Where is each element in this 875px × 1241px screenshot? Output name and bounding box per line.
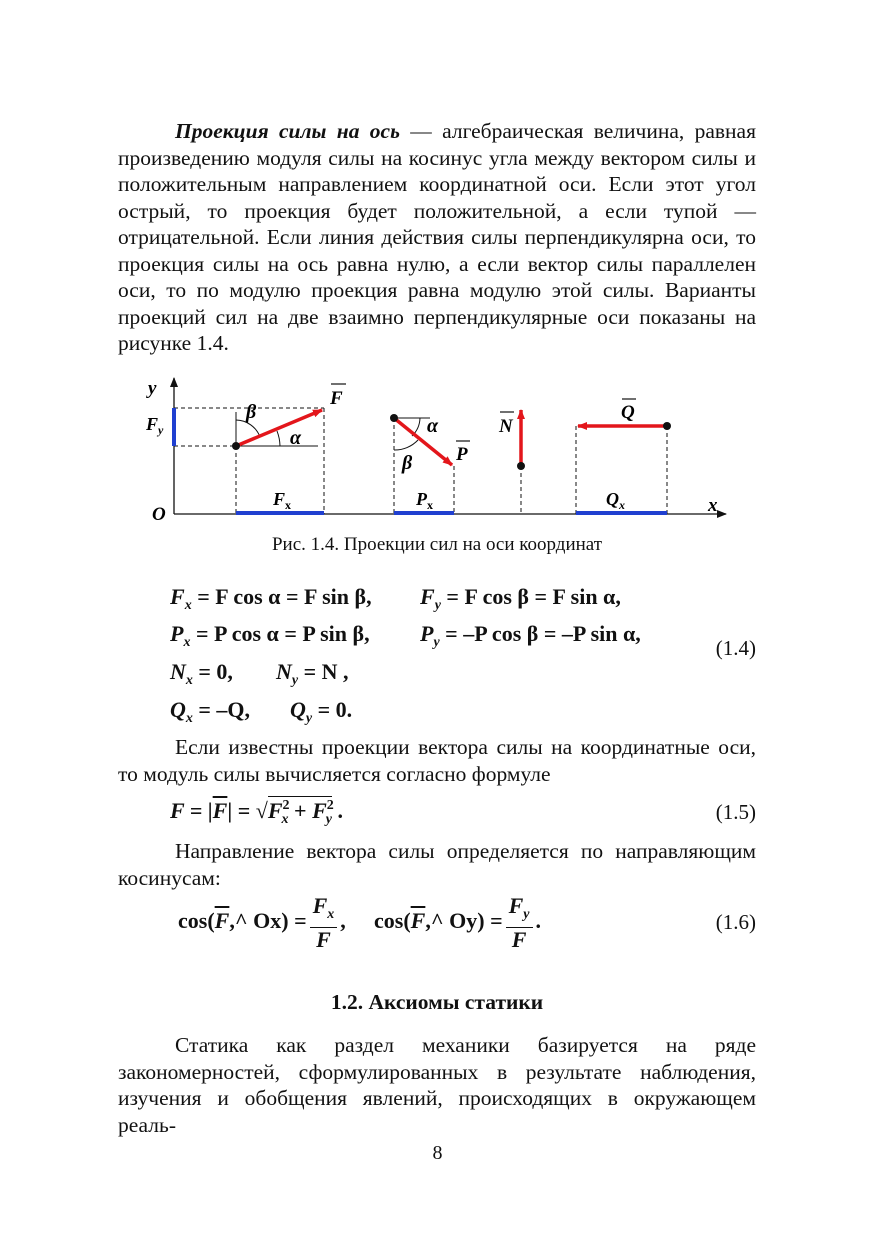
q-origin-dot <box>663 422 671 430</box>
f-label: F <box>330 388 343 409</box>
eq-fy: $F_y = F$ cos β = F sin α, <box>420 584 621 613</box>
page-content <box>118 118 756 1137</box>
beta1-label: β <box>246 401 257 423</box>
eq-cos-ox: $\cos(\overline{F},\^{}$ Ox) = $\frac{F_x}{F}$ , <box>178 893 346 952</box>
eq-nx: $N_x = 0$, <box>170 659 233 688</box>
y-axis-label: y <box>148 378 157 399</box>
paragraph-magnitude: Если известны проекции вектора силы на координатные оси, то модуль силы вычисляется согласно формуле <box>118 735 756 786</box>
f-alpha-arc <box>277 431 280 446</box>
origin-label: O <box>152 504 166 524</box>
fx-label: $F_x$ <box>273 489 292 512</box>
eq-px: $P_x = P$ cos α = P sin β, <box>170 621 370 650</box>
beta2-label: β <box>402 452 413 474</box>
p-beta-arc <box>394 440 418 450</box>
eq-cos-oy: $\cos(\overline{F},\^{}$ Oy) = $\frac{F_y}{F}$ . <box>374 893 542 952</box>
equation-1-6 <box>118 894 756 954</box>
paragraph-axioms: Статика как раздел механики базируется на ряде закономерностей, сформулированных в результате наблюдения, изучения и обобщения явлений, происходящих в окружающем реаль- <box>118 1033 756 1137</box>
page-number: 8 <box>432 1142 443 1164</box>
intro-text: — алгебраическая величина, равная произведению модуля силы на косинус угла между вектором силы и положительным направлением координатной оси. Если этот угол острый, то проекция будет положительной, а если тупой — отрицательной. Если линия действия силы перпендикулярна оси, то проекция силы на ось равна нулю, а если вектор силы параллелен оси, то по модулю проекция равна модулю этой силы. Варианты проекций сил на две взаимно перпендикулярные оси показаны на рисунке 1.4. <box>118 119 756 355</box>
p-label: P <box>456 444 468 465</box>
eq-number-1-5: (1.5) <box>715 800 756 824</box>
alpha2-label: α <box>427 415 439 437</box>
eq-ny: $N_y = N$ , <box>276 659 349 688</box>
n-origin-dot <box>517 462 525 470</box>
eq-magnitude: $F = |\overline{F}| = √F^2_x + F^2_y$ . <box>170 798 343 827</box>
paragraph-direction: Направление вектора силы определяется по направляющим косинусам: <box>118 839 756 890</box>
x-axis-label: x <box>708 495 718 516</box>
section-heading: 1.2. Аксиомы статики <box>330 990 544 1014</box>
p-origin-dot <box>390 414 398 422</box>
equation-1-5 <box>118 794 756 834</box>
eq-qy: $Q_y = 0$. <box>290 697 353 726</box>
n-label: N <box>499 416 513 437</box>
f-origin-dot <box>232 442 240 450</box>
eq-number-1-4: (1.4) <box>715 636 756 660</box>
qx-label: $Q_x$ <box>606 489 625 512</box>
figure-1-4 <box>118 374 756 524</box>
q-label: Q <box>621 402 635 423</box>
fy-label: $F_y$ <box>146 414 164 437</box>
eq-fx: $F_x = F$ cos α = F sin β, <box>170 584 372 613</box>
intro-term: Проекция силы на ось <box>175 119 400 143</box>
figure-caption: Рис. 1.4. Проекции сил на оси координат <box>271 534 603 555</box>
eq-qx: $Q_x = -Q$, <box>170 697 251 726</box>
equation-1-4 <box>118 584 756 724</box>
px-label: $P_x$ <box>416 489 433 512</box>
intro-paragraph <box>118 118 756 357</box>
alpha1-label: α <box>290 427 302 449</box>
eq-number-1-6: (1.6) <box>715 910 756 934</box>
eq-py: $P_y = -P$ cos β = –P sin α, <box>420 621 641 650</box>
